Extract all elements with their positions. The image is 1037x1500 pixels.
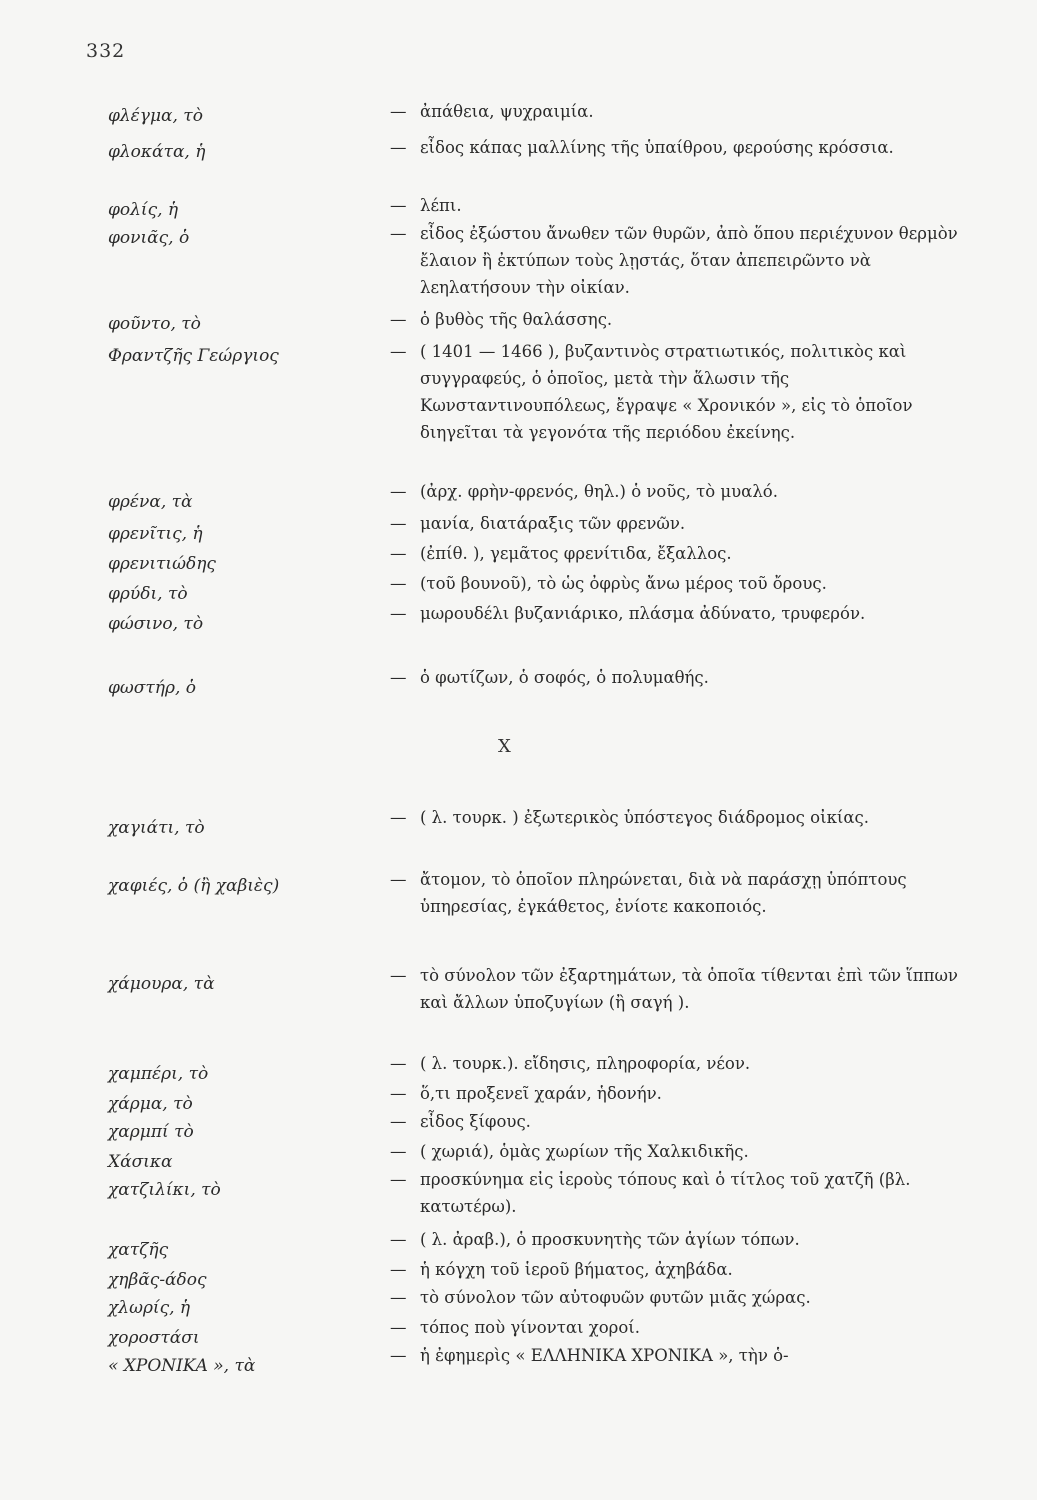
entry-definition: — ( χωριά), ὁμὰς χωρίων τῆς Χαλκιδικῆς. (390, 1142, 749, 1161)
entry-term: φολίς, ἡ (108, 200, 179, 220)
entry-term: φονιᾶς, ὁ (108, 228, 190, 248)
entry-term: χαφιές, ὁ (ἢ χαβιὲς) (108, 876, 280, 896)
entry-term: χάρμα, τὸ (108, 1094, 193, 1114)
entry-definition: — ὁ βυθὸς τῆς θαλάσσης. (390, 310, 613, 329)
entry-term: χλωρίς, ἡ (108, 1298, 191, 1318)
entry-term: φρενιτιώδης (108, 554, 216, 574)
section-letter: Χ (498, 736, 511, 757)
entry-definition: — τόπος ποὺ γίνονται χοροί. (390, 1318, 640, 1337)
entry-term: φλέγμα, τὸ (108, 106, 203, 126)
entry-term: φρύδι, τὸ (108, 584, 188, 604)
entry-term: χαγιάτι, τὸ (108, 818, 205, 838)
entry-definition: — προσκύνημα εἰς ἱεροὺς τόπους καὶ ὁ τίτλος τοῦ χατζῆ (βλ. κατωτέρω). (390, 1170, 911, 1216)
entry-term: φώσινο, τὸ (108, 614, 204, 634)
entry-definition: — μανία, διατάραξις τῶν φρενῶν. (390, 514, 686, 533)
entry-term: χοροστάσι (108, 1328, 200, 1348)
entry-definition: — ( λ. τουρκ. ) ἐξωτερικὸς ὑπόστεγος διάδρομος οἰκίας. (390, 808, 869, 827)
page-number: 332 (86, 40, 126, 62)
entry-term: Χάσικα (108, 1152, 173, 1172)
entry-term: φωστήρ, ὁ (108, 678, 196, 698)
entry-term: « ΧΡΟΝΙΚΑ », τὰ (108, 1356, 256, 1376)
entry-definition: — ( λ. τουρκ.). εἴδησις, πληροφορία, νέον. (390, 1054, 751, 1073)
entry-term: χαρμπί τὸ (108, 1122, 194, 1142)
entry-definition: — εἶδος κάπας μαλλίνης τῆς ὑπαίθρου, φερούσης κρόσσια. (390, 138, 894, 157)
entry-definition: — λέπι. (390, 196, 462, 215)
entry-definition: — τὸ σύνολον τῶν αὐτοφυῶν φυτῶν μιᾶς χώρας. (390, 1288, 811, 1307)
entry-term: χαμπέρι, τὸ (108, 1064, 209, 1084)
entry-term: χατζιλίκι, τὸ (108, 1180, 221, 1200)
entry-definition: — (τοῦ βουνοῦ), τὸ ὡς ὀφρὺς ἄνω μέρος τοῦ ὄρους. (390, 574, 827, 593)
entry-definition: — ( 1401 — 1466 ), βυζαντινὸς στρατιωτικός, πολιτικὸς καὶ συγγραφεύς, ὁ ὁποῖος, μετὰ τὴν ἅλωσιν τῆς Κωνσταντινουπόλεως, ἔγραψε « Χρονικόν », εἰς τὸ ὁποῖον διηγεῖται τὰ γεγονότα τῆς περιόδου ἐκείνης. (390, 342, 913, 442)
entry-definition: — ἀπάθεια, ψυχραιμία. (390, 102, 594, 121)
entry-term: φοῦντο, τὸ (108, 314, 201, 334)
entry-term: φλοκάτα, ἡ (108, 142, 206, 162)
entry-definition: — (ἐπίθ. ), γεμᾶτος φρενίτιδα, ἔξαλλος. (390, 544, 732, 563)
entry-term: φρενῖτις, ἡ (108, 524, 203, 544)
entry-term: φρένα, τὰ (108, 492, 193, 512)
entry-definition: — τὸ σύνολον τῶν ἐξαρτημάτων, τὰ ὁποῖα τίθενται ἐπὶ τῶν ἵππων καὶ ἄλλων ὑποζυγίων (ἢ σαγή ). (390, 966, 958, 1012)
entry-definition: — ( λ. ἀραβ.), ὁ προσκυνητὴς τῶν ἁγίων τόπων. (390, 1230, 800, 1249)
entry-definition: — εἶδος ἐξώστου ἄνωθεν τῶν θυρῶν, ἀπὸ ὅπου περιέχυνον θερμὸν ἔλαιον ἢ ἐκτύπων τοὺς λῃστάς, ὅταν ἀπεπειρῶντο νὰ λεηλατήσουν τὴν οἰκίαν. (390, 224, 958, 297)
entry-definition: — ὁ φωτίζων, ὁ σοφός, ὁ πολυμαθής. (390, 668, 709, 687)
entry-definition: — ἄτομον, τὸ ὁποῖον πληρώνεται, διὰ νὰ παράσχῃ ὑπόπτους ὑπηρεσίας, ἐγκάθετος, ἐνίοτε κακοποιός. (390, 870, 907, 916)
entry-definition: — μωρουδέλι βυζανιάρικο, πλάσμα ἀδύνατο, τρυφερόν. (390, 604, 866, 623)
entry-term: Φραντζῆς Γεώργιος (108, 346, 279, 366)
entry-definition: — εἶδος ξίφους. (390, 1112, 531, 1131)
entry-term: χατζῆς (108, 1240, 169, 1260)
entry-definition: — ἡ κόγχη τοῦ ἱεροῦ βήματος, ἀχηβάδα. (390, 1260, 733, 1279)
entry-term: χάμουρα, τὰ (108, 974, 215, 994)
entry-definition: — ὅ,τι προξενεῖ χαράν, ἡδονήν. (390, 1084, 662, 1103)
entry-term: χηβᾶς-άδος (108, 1270, 207, 1290)
entry-definition: — (ἀρχ. φρὴν-φρενός, θηλ.) ὁ νοῦς, τὸ μυαλό. (390, 482, 778, 501)
entry-definition: — ἡ ἐφημερὶς « ΕΛΛΗΝΙΚΑ ΧΡΟΝΙΚΑ », τὴν ὁ- (390, 1346, 789, 1365)
